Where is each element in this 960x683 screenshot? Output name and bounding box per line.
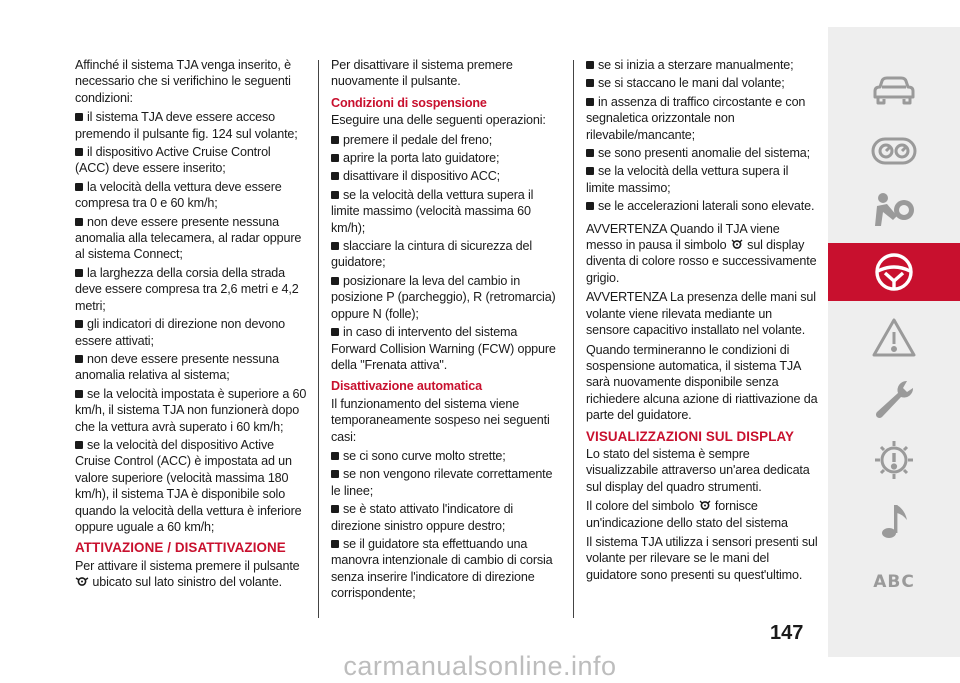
section-heading: VISUALIZZAZIONI SUL DISPLAY	[586, 428, 795, 444]
bullet-item	[331, 187, 562, 236]
display-paragraph-3: Il sistema TJA utilizza i sensori presenti sul volante per rilevare se le mani del guidatore sono presenti su quest'ultimo.	[586, 534, 818, 582]
column-divider	[318, 60, 319, 618]
bullet-square-icon	[331, 505, 339, 513]
column-2	[331, 57, 562, 604]
warning-2: AVVERTENZA La presenza delle mani sul volante viene rilevata mediante un sensore capacitivo installato nel volante.	[586, 290, 816, 338]
bullet-text: disattivare il dispositivo ACC;	[343, 169, 501, 184]
auto-deactivation-list-cont	[586, 57, 818, 215]
bullet-text: se è stato attivato l'indicatore di direzione sinistro oppure destro;	[331, 502, 514, 533]
warning-1	[586, 221, 818, 287]
tab-instruments[interactable]	[828, 123, 960, 181]
bullet-square-icon	[586, 98, 594, 106]
tja-steering-hands-icon	[75, 575, 89, 587]
bullet-square-icon	[331, 242, 339, 250]
column-3	[586, 57, 818, 586]
music-note-icon	[871, 500, 917, 542]
bullet-item	[586, 145, 818, 161]
settings-icon	[871, 439, 917, 481]
gauges-icon	[871, 131, 917, 173]
bullet-text: slacciare la cintura di sicurezza del guidatore;	[331, 239, 533, 270]
bullet-text: se non vengono rilevate correttamente le linee;	[331, 467, 553, 498]
suspension-ops-list	[331, 132, 562, 374]
bullet-text: se si staccano le mani dal volante;	[598, 76, 785, 91]
bullet-text: non deve essere presente nessuna anomalia relativa al sistema;	[75, 351, 279, 383]
bullet-item	[586, 75, 818, 91]
bullet-square-icon	[331, 277, 339, 285]
steering-wheel-icon	[871, 251, 917, 293]
bullet-item	[331, 273, 562, 322]
bullet-item	[75, 265, 307, 314]
warning-1-text-b: sul display diventa di colore rosso e successivamente grigio.	[586, 238, 817, 285]
bullet-item	[75, 351, 307, 384]
bullet-square-icon	[331, 470, 339, 478]
conditions-list	[75, 109, 307, 535]
bullet-text: premere il pedale del freno;	[343, 132, 493, 147]
bullet-text: se sono presenti anomalie del sistema;	[598, 146, 811, 161]
bullet-text: se si inizia a sterzare manualmente;	[598, 58, 794, 72]
warning-1-text-a: AVVERTENZA Quando il TJA viene messo in pausa il simbolo	[586, 221, 780, 253]
bullet-text: se la velocità impostata è superiore a 60 km/h, il sistema TJA non funzionerà dopo che la vettura avrà superato i 60 km/h;	[75, 386, 307, 434]
bullet-text: se il guidatore sta effettuando una manovra intenzionale di cambio di corsia senza inserire l'indicatore di direzione corrispondente;	[331, 536, 553, 601]
bullet-text: se la velocità del dispositivo Active Cruise Control (ACC) è impostata ad un valore superiore (velocità massima 180 km/h), il sistema TJA è disponibile solo quando la velocità della vettura è inferiore oppure uguale a 60 km/h;	[75, 437, 302, 534]
bullet-square-icon	[331, 136, 339, 144]
intro-paragraph: Affinché il sistema TJA venga inserito, è necessario che si verifichino le seguenti condizioni:	[75, 58, 291, 105]
tja-status-icon	[730, 238, 744, 250]
activation-paragraph	[75, 558, 307, 591]
bullet-square-icon	[75, 390, 83, 398]
bullet-item	[75, 179, 307, 212]
bullet-square-icon	[331, 452, 339, 460]
tja-status-icon	[698, 499, 712, 511]
wrench-icon	[871, 378, 917, 420]
bullet-square-icon	[75, 269, 83, 277]
activation-text-a: Per attivare il sistema premere il pulsante	[75, 558, 300, 573]
bullet-item	[75, 109, 307, 142]
bullet-item	[586, 57, 818, 73]
bullet-square-icon	[75, 218, 83, 226]
subsection-heading: Condizioni di sospensione	[331, 95, 487, 110]
bullet-item	[75, 316, 307, 349]
abc-icon: ABC	[873, 572, 915, 592]
bullet-square-icon	[331, 191, 339, 199]
section-heading: ATTIVAZIONE / DISATTIVAZIONE	[75, 540, 286, 556]
auto-deactivation-intro: Il funzionamento del sistema viene temporaneamente sospeso nei seguenti casi:	[331, 396, 550, 444]
display-paragraph-2	[586, 498, 818, 531]
display-paragraph-1: Lo stato del sistema è sempre visualizzabile attraverso un'area dedicata sul display del quadro strumenti.	[586, 446, 810, 494]
bullet-item	[331, 132, 562, 148]
tab-index[interactable]	[828, 553, 960, 611]
tab-car[interactable]	[828, 63, 960, 121]
bullet-square-icon	[586, 149, 594, 157]
bullet-square-icon	[586, 202, 594, 210]
display-text-a: Il colore del simbolo	[586, 499, 695, 514]
tab-maintenance[interactable]	[828, 370, 960, 428]
bullet-item	[75, 144, 307, 177]
deactivation-paragraph: Per disattivare il sistema premere nuovamente il pulsante.	[331, 58, 513, 89]
car-icon	[871, 71, 917, 113]
bullet-item	[586, 94, 818, 143]
bullet-item	[75, 386, 307, 435]
bullet-item	[331, 168, 562, 184]
bullet-text: posizionare la leva del cambio in posizione P (parcheggio), R (retromarcia) oppure N (folle);	[331, 273, 556, 321]
bullet-square-icon	[75, 148, 83, 156]
bullet-square-icon	[586, 79, 594, 87]
bullet-item	[586, 163, 818, 196]
display-text-b: fornisce un'indicazione dello stato del sistema	[586, 499, 788, 530]
bullet-text: il dispositivo Active Cruise Control (ACC) deve essere inserito;	[75, 145, 271, 176]
column-1	[75, 57, 307, 594]
bullet-square-icon	[331, 540, 339, 548]
bullet-text: se la velocità della vettura supera il limite massimo (velocità massima 60 km/h);	[331, 187, 534, 235]
auto-deactivation-list	[331, 448, 562, 602]
tab-technical-data[interactable]	[828, 431, 960, 489]
bullet-text: il sistema TJA deve essere acceso premendo il pulsante fig. 124 sul volante;	[75, 110, 298, 141]
bullet-text: se le accelerazioni laterali sono elevate.	[598, 199, 815, 214]
bullet-item	[331, 238, 562, 271]
bullet-item	[331, 448, 562, 464]
chapter-sidebar	[828, 27, 960, 657]
bullet-text: aprire la porta lato guidatore;	[343, 151, 500, 166]
bullet-square-icon	[586, 61, 594, 69]
bullet-square-icon	[75, 113, 83, 121]
reactivation-paragraph: Quando termineranno le condizioni di sospensione automatica, il sistema TJA sarà nuovamente disponibile senza richiedere alcuna azione di riattivazione da parte del guidatore.	[586, 342, 818, 423]
warning-icon	[871, 317, 917, 359]
bullet-text: in assenza di traffico circostante e con segnaletica orizzontale non rilevabile/mancante;	[586, 94, 806, 142]
bullet-item	[75, 214, 307, 263]
bullet-item	[75, 437, 307, 535]
bullet-item	[586, 198, 818, 214]
bullet-item	[331, 466, 562, 499]
activation-text-b: ubicato sul lato sinistro del volante.	[92, 575, 282, 590]
watermark: carmanualsonline.info	[343, 651, 617, 681]
bullet-text: la velocità della vettura deve essere compresa tra 0 e 60 km/h;	[75, 179, 282, 211]
bullet-square-icon	[331, 154, 339, 162]
bullet-item	[331, 536, 562, 602]
bullet-text: non deve essere presente nessuna anomalia alla telecamera, al radar oppure al sistema Connect;	[75, 214, 302, 262]
bullet-item	[331, 150, 562, 166]
bullet-item	[331, 324, 562, 373]
bullet-square-icon	[75, 320, 83, 328]
bullet-square-icon	[75, 355, 83, 363]
subsection-heading: Disattivazione automatica	[331, 379, 482, 394]
bullet-square-icon	[75, 441, 83, 449]
tab-driving[interactable]	[828, 243, 960, 301]
bullet-text: la larghezza della corsia della strada deve essere compresa tra 2,6 metri e 4,2 metri;	[75, 265, 299, 313]
bullet-square-icon	[586, 167, 594, 175]
suspension-intro: Eseguire una delle seguenti operazioni:	[331, 113, 546, 128]
airbag-icon	[871, 190, 917, 232]
bullet-square-icon	[331, 328, 339, 336]
bullet-text: se ci sono curve molto strette;	[343, 448, 506, 463]
bullet-square-icon	[75, 183, 83, 191]
bullet-square-icon	[331, 172, 339, 180]
bullet-item	[331, 501, 562, 534]
page-number: 147	[770, 622, 804, 644]
bullet-text: in caso di intervento del sistema Forward Collision Warning (FCW) oppure della "Frenata attiva".	[331, 325, 556, 372]
tab-warnings[interactable]	[828, 309, 960, 367]
column-divider	[573, 60, 574, 618]
bullet-text: se la velocità della vettura supera il limite massimo;	[586, 164, 789, 195]
bullet-text: gli indicatori di direzione non devono essere attivati;	[75, 317, 286, 348]
tab-safety[interactable]	[828, 182, 960, 240]
tab-multimedia[interactable]	[828, 492, 960, 550]
